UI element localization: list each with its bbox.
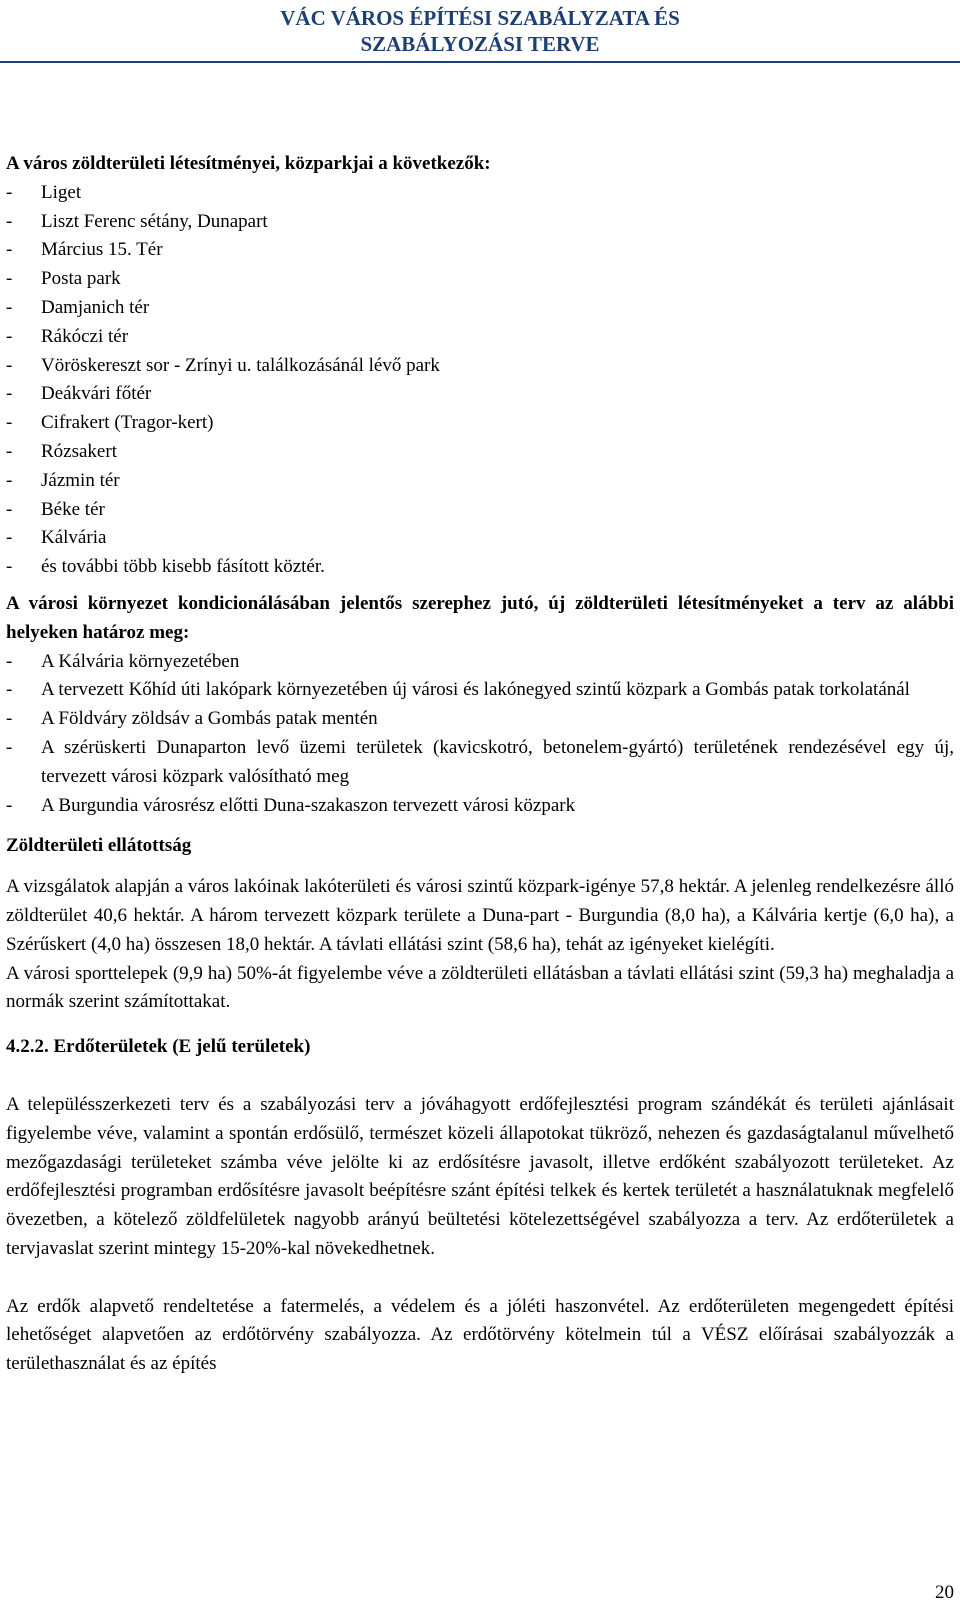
list-item	[6, 467, 954, 496]
new-green-areas-intro: A városi környezet kondicionálásában jelentős szerephez jutó, új zöldterületi létesítményeket a terv az alábbi helyeken határoz meg:	[6, 592, 954, 643]
list-item	[6, 236, 954, 265]
list-dash: -	[6, 325, 13, 347]
list-item-text: A Földváry zöldsáv a Gombás patak mentén	[41, 708, 378, 730]
list-item	[6, 323, 954, 352]
header-title-line2: SZABÁLYOZÁSI TERVE	[360, 32, 600, 56]
list-item-text: Damjanich tér	[41, 296, 150, 318]
list-item	[6, 524, 954, 553]
list-item-text: Cifrakert (Tragor-kert)	[41, 412, 214, 434]
list-dash: -	[6, 296, 13, 318]
new-green-areas-list	[6, 648, 954, 821]
list-dash: -	[6, 412, 13, 434]
list-item-text: Béke tér	[41, 498, 105, 520]
paragraph: Az erdők alapvető rendeltetése a fatermelés, a védelem és a jóléti haszonvétel. Az erdőterületen megengedett építési lehetőséget alapvetően az erdőtörvény szabályozza. Az erdőtörvény kötelmein túl a VÉSZ előírásai szabályozzák a területhasználat és az építés	[6, 1295, 954, 1375]
list-item-text: Vöröskereszt sor - Zrínyi u. találkozásánál lévő park	[41, 354, 440, 376]
list-item	[6, 352, 954, 381]
list-dash: -	[6, 498, 13, 520]
page-header	[0, 0, 960, 64]
document-body	[6, 150, 954, 1379]
list-dash: -	[6, 268, 13, 290]
section-heading-forest-areas: 4.2.2. Erdőterületek (E jelű területek)	[6, 1036, 311, 1058]
list-item	[6, 409, 954, 438]
list-item-text: Liget	[41, 181, 82, 203]
list-item-text: Rózsakert	[41, 440, 117, 462]
list-dash: -	[6, 469, 13, 491]
list-item	[6, 705, 954, 734]
list-dash: -	[6, 679, 13, 701]
list-dash: -	[6, 210, 13, 232]
list-item-text: Jázmin tér	[41, 469, 120, 491]
list-dash: -	[6, 736, 13, 758]
header-title-line1: VÁC VÁROS ÉPÍTÉSI SZABÁLYZATA ÉS	[280, 6, 680, 30]
header-rule	[0, 61, 960, 63]
paragraph: A vizsgálatok alapján a város lakóinak lakóterületi és városi szintű közpark-igénye 57,8 hektár. A jelenleg rendelkezésre álló zöldterület 40,6 hektár. A három tervezett közpark területe a Duna-part - Burgundia (8,0 ha), a Kálvária kertje (6,0 ha), a Szérűskert (4,0 ha) összesen 18,0 hektár. A távlati ellátási szint (58,6 ha), tehát az igényeket kielégíti.	[6, 876, 954, 955]
list-item-text: A Burgundia városrész előtti Duna-szakaszon tervezett városi közpark	[41, 794, 576, 816]
list-item-text: és további több kisebb fásított köztér.	[41, 556, 325, 578]
list-item-text: Kálvária	[41, 527, 107, 549]
list-item-text: Deákvári főtér	[41, 383, 152, 405]
list-dash: -	[6, 527, 13, 549]
list-dash: -	[6, 181, 13, 203]
paragraph: A városi sporttelepek (9,9 ha) 50%-át figyelembe véve a zöldterületi ellátásban a távlati ellátási szint (59,3 ha) meghaladja a normák szerint számítottakat.	[6, 962, 954, 1013]
green-areas-list	[6, 179, 954, 582]
list-item-text: A Kálvária környezetében	[41, 650, 240, 672]
list-item	[6, 208, 954, 237]
list-item	[6, 734, 954, 792]
list-item	[6, 294, 954, 323]
list-dash: -	[6, 556, 13, 578]
list-item	[6, 792, 954, 821]
list-item	[6, 553, 954, 582]
list-dash: -	[6, 440, 13, 462]
list-item	[6, 648, 954, 677]
page-number: 20	[935, 1582, 954, 1603]
list-dash: -	[6, 650, 13, 672]
list-item-text: Posta park	[41, 268, 121, 290]
list-dash: -	[6, 239, 13, 261]
list-item	[6, 438, 954, 467]
list-dash: -	[6, 708, 13, 730]
list-item-text: A tervezett Kőhíd úti lakópark környezetében új városi és lakónegyed szintű közpark a Gombás patak torkolatánál	[41, 679, 910, 701]
list-dash: -	[6, 354, 13, 376]
list-item	[6, 265, 954, 294]
paragraph: A településszerkezeti terv és a szabályozási terv a jóváhagyott erdőfejlesztési program szándékát és területi ajánlásait figyelembe véve, valamint a spontán erdősülő, természet közeli állapotokat tükröző, nehezen és gazdaságtalanul művelhető mezőgazdasági területeket számba véve jelölte ki az erdősítésre javasolt, illetve erdőként szabályozott területeket. Az erdőfejlesztési programban erdősítésre javasolt beépítésre szánt építési telkek és kertek területét a használatuknak megfelelő övezetben, a kötelező zöldfelületek nagyobb arányú beültetési kötelezettségével szabályozza a terv. Az erdőterületek a tervjavaslat szerint mintegy 15-20%-kal növekedhetnek.	[6, 1093, 954, 1259]
list-item-text: A szérüskerti Dunaparton levő üzemi területek (kavicskotró, betonelem-gyártó) területének rendezésével egy új, tervezett városi közpark valósítható meg	[41, 736, 954, 787]
list-item-text: Rákóczi tér	[41, 325, 129, 347]
list-item	[6, 179, 954, 208]
section-heading-green-supply: Zöldterületi ellátottság	[6, 835, 192, 857]
list-item-text: Március 15. Tér	[41, 239, 163, 261]
list-dash: -	[6, 383, 13, 405]
list-dash: -	[6, 794, 13, 816]
green-areas-intro: A város zöldterületi létesítményei, közparkjai a következők:	[6, 153, 491, 174]
list-item	[6, 380, 954, 409]
list-item-text: Liszt Ferenc sétány, Dunapart	[41, 210, 268, 232]
list-item	[6, 496, 954, 525]
list-item	[6, 676, 954, 705]
